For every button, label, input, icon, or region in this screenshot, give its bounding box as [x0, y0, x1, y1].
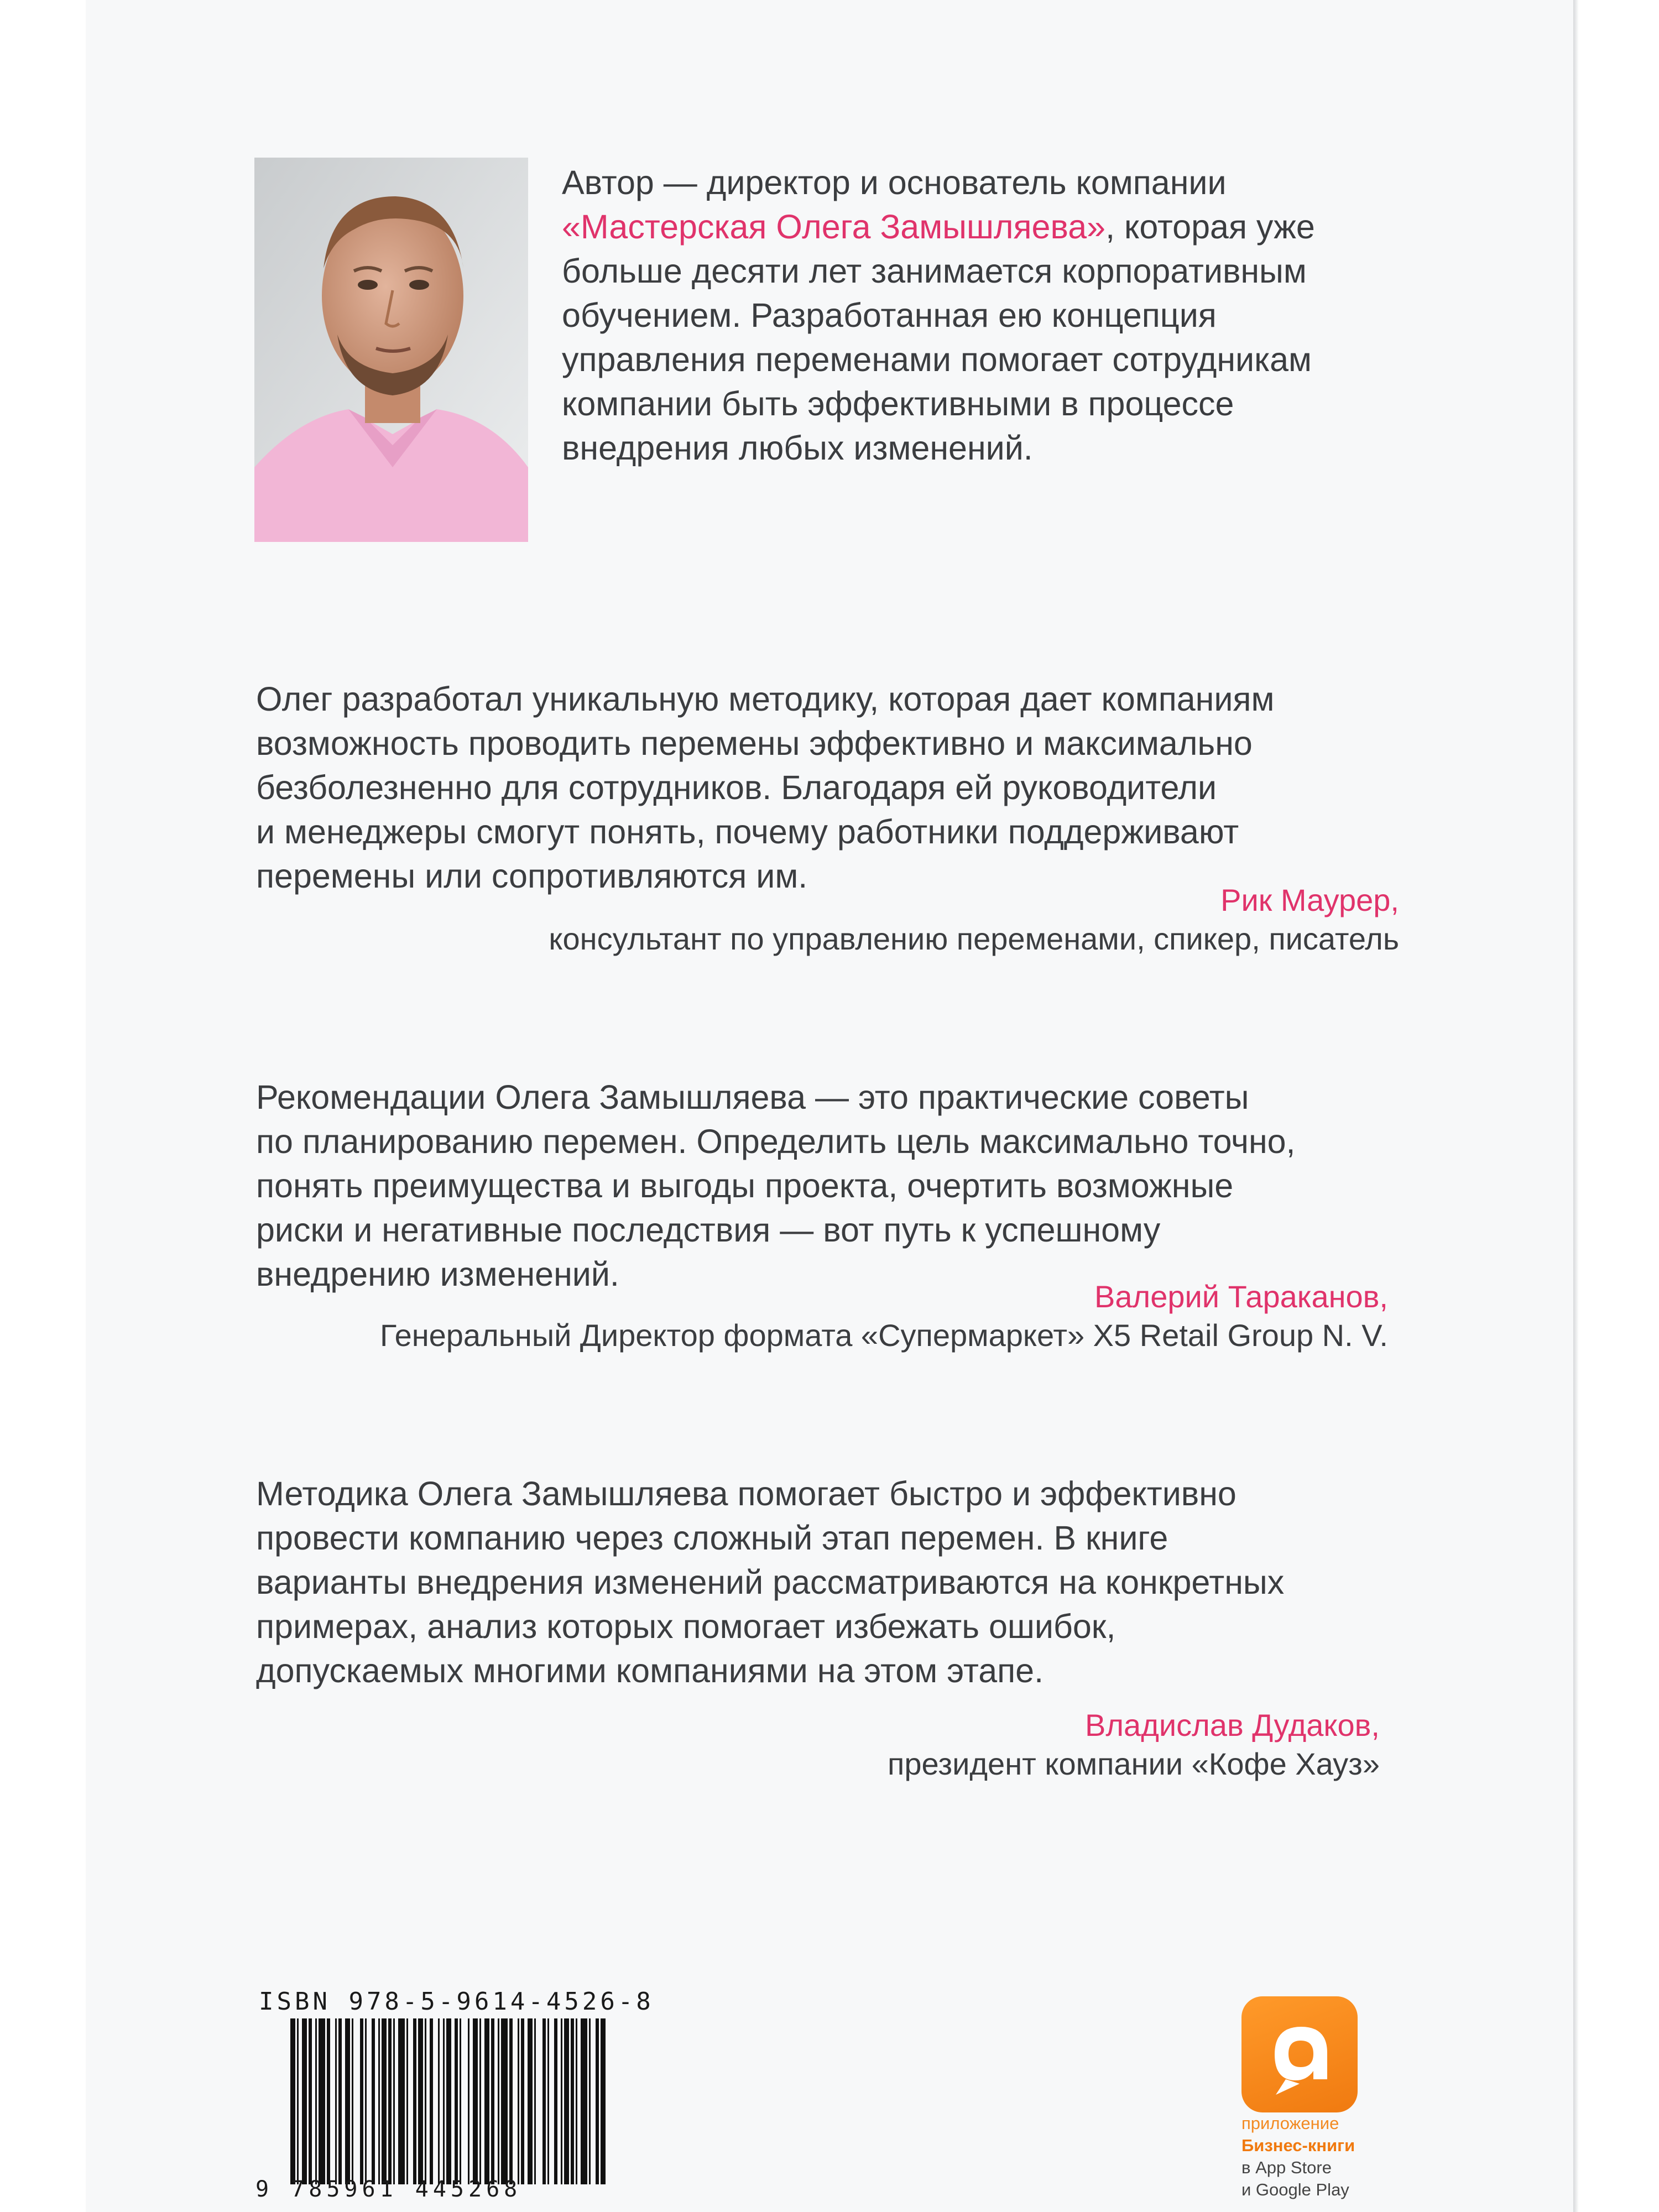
barcode-bar [484, 2018, 489, 2184]
app-badge-brand: Бизнес-книги [1241, 2136, 1355, 2155]
barcode-bar [479, 2018, 481, 2184]
review-3-attribution [888, 1706, 1380, 1783]
barcode-bar [501, 2018, 508, 2184]
review-line: варианты внедрения изменений рассматриваются на конкретных [256, 1563, 1285, 1601]
bio-line-1: Автор — директор и основатель компании [562, 164, 1227, 201]
author-bio [562, 160, 1315, 470]
review-line: допускаемых многими компаниями на этом этапе. [256, 1652, 1044, 1689]
app-badge-appstore: в App Store [1241, 2158, 1332, 2177]
review-line: внедрению изменений. [256, 1255, 619, 1293]
review-author: Владислав Дудаков, [1085, 1708, 1380, 1743]
app-badge-text [1241, 2112, 1355, 2201]
bio-line-5: управления переменами помогает сотрудникам [562, 341, 1312, 378]
barcode-bar [309, 2018, 312, 2184]
business-books-app-icon [1241, 1996, 1358, 2112]
review-line: риски и негативные последствия — вот путь к успешному [256, 1211, 1161, 1249]
barcode-bar [398, 2018, 405, 2184]
bio-line-3: больше десяти лет занимается корпоративным [562, 252, 1307, 290]
barcode-bar [581, 2018, 587, 2184]
review-1-text [256, 677, 1274, 898]
barcode-bar [393, 2018, 395, 2184]
barcode-bar [338, 2018, 342, 2184]
review-line: Олег разработал уникальную методику, которая дает компаниям [256, 680, 1275, 718]
barcode-bar [542, 2018, 546, 2184]
barcode-bar [430, 2018, 433, 2184]
review-line: Рекомендации Олега Замышляева — это практические советы [256, 1078, 1249, 1116]
barcode-bar [460, 2018, 461, 2184]
barcode-bar [601, 2018, 606, 2184]
bio-line-4: обучением. Разработанная ею концепция [562, 296, 1217, 334]
barcode-bar [290, 2018, 295, 2184]
review-line: по планированию перемен. Определить цель максимально точно, [256, 1123, 1296, 1160]
barcode-bar [554, 2018, 557, 2184]
company-name: «Мастерская Олега Замышляева» [562, 208, 1106, 246]
bio-line-7: внедрения любых изменений. [562, 429, 1033, 467]
barcode-bar [491, 2018, 494, 2184]
barcode-bar [382, 2018, 387, 2184]
barcode-bar [365, 2018, 367, 2184]
barcode-bar [547, 2018, 549, 2184]
barcode-bar [327, 2018, 330, 2184]
barcode-bar [425, 2018, 426, 2184]
review-line: примерах, анализ которых помогает избежать ошибок, [256, 1608, 1116, 1645]
barcode-digits: 9 785961 445268 [255, 2177, 522, 2202]
review-line: возможность проводить перемены эффективно и максимально [256, 724, 1253, 762]
barcode-bar [352, 2018, 353, 2184]
barcode-bar [534, 2018, 536, 2184]
barcode-bar [589, 2018, 591, 2184]
barcode-bar [302, 2018, 307, 2184]
review-2-text [256, 1075, 1296, 1296]
barcode-bar [528, 2018, 533, 2184]
barcode-bar [319, 2018, 325, 2184]
barcode-bar [443, 2018, 445, 2184]
cover-edge [1573, 0, 1579, 2212]
review-1-attribution [549, 881, 1399, 958]
barcode [290, 2018, 606, 2184]
bio-line-2-rest: , которая уже [1105, 208, 1315, 246]
review-author-role: Генеральный Директор формата «Супермаркет» X5 Retail Group N. V. [379, 1318, 1388, 1353]
review-2-attribution [380, 1277, 1388, 1355]
barcode-bar [455, 2018, 458, 2184]
barcode-bar [561, 2018, 562, 2184]
review-line: провести компанию через сложный этап перемен. В книге [256, 1519, 1168, 1557]
barcode-bar [372, 2018, 375, 2184]
barcode-bar [315, 2018, 317, 2184]
barcode-bar [335, 2018, 337, 2184]
review-line: перемены или сопротивляются им. [256, 857, 808, 895]
barcode-bar [418, 2018, 423, 2184]
review-line: понять преимущества и выгоды проекта, очертить возможные [256, 1167, 1234, 1204]
barcode-bar [378, 2018, 380, 2184]
review-author-role: президент компании «Кофе Хауз» [888, 1746, 1380, 1781]
barcode-bar [509, 2018, 513, 2184]
barcode-bar [576, 2018, 577, 2184]
barcode-bar [345, 2018, 350, 2184]
barcode-bar [388, 2018, 392, 2184]
barcode-bar [518, 2018, 519, 2184]
barcode-bar [297, 2018, 299, 2184]
isbn-label: ISBN 978-5-9614-4526-8 [259, 1987, 654, 2016]
review-line: Методика Олега Замышляева помогает быстро и эффективно [256, 1475, 1237, 1512]
bio-line-2 [562, 205, 1315, 249]
barcode-bar [498, 2018, 499, 2184]
barcode-bar [446, 2018, 451, 2184]
barcode-bar [564, 2018, 569, 2184]
review-author: Рик Маурер, [1220, 883, 1399, 917]
barcode-bar [571, 2018, 574, 2184]
barcode-bar [406, 2018, 408, 2184]
review-line: и менеджеры смогут понять, почему работники поддерживают [256, 813, 1239, 851]
review-author-role: консультант по управлению переменами, спикер, писатель [549, 921, 1399, 956]
review-3-text [256, 1472, 1284, 1693]
app-badge-googleplay: и Google Play [1241, 2180, 1349, 2199]
barcode-bar [468, 2018, 469, 2184]
bio-line-6: компании быть эффективными в процессе [562, 385, 1234, 422]
barcode-bar [473, 2018, 478, 2184]
barcode-bar [438, 2018, 440, 2184]
barcode-bar [360, 2018, 363, 2184]
barcode-bar [521, 2018, 524, 2184]
review-line: безболезненно для сотрудников. Благодаря ей руководители [256, 769, 1217, 806]
author-photo [254, 158, 528, 542]
app-badge-line1: приложение [1241, 2114, 1339, 2133]
barcode-bar [413, 2018, 416, 2184]
barcode-bar [596, 2018, 599, 2184]
review-author: Валерий Тараканов, [1094, 1279, 1388, 1314]
